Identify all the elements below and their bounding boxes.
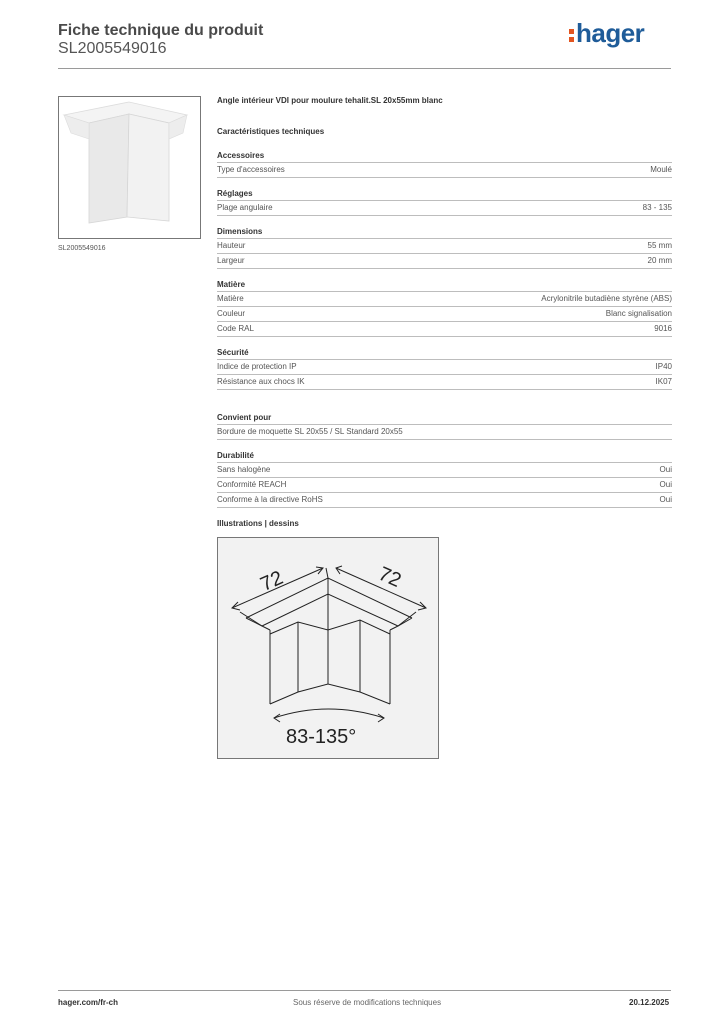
technical-drawing bbox=[217, 537, 439, 759]
section-title: Convient pour bbox=[217, 413, 672, 425]
spec-value: Oui bbox=[659, 495, 672, 504]
footer-divider bbox=[58, 990, 671, 991]
spec-label: Hauteur bbox=[217, 241, 246, 250]
spec-label: Matière bbox=[217, 294, 244, 303]
product-image-caption: SL2005549016 bbox=[58, 245, 106, 252]
dimension-drawing bbox=[218, 538, 438, 758]
hager-logo bbox=[569, 18, 644, 49]
spec-row bbox=[217, 375, 672, 390]
spec-label: Bordure de moquette SL 20x55 / SL Standard 20x55 bbox=[217, 427, 403, 436]
spec-row bbox=[217, 254, 672, 269]
spec-value: IK07 bbox=[655, 377, 672, 386]
section-title: Sécurité bbox=[217, 348, 672, 360]
footer-website-link[interactable]: hager.com/fr-ch bbox=[58, 998, 119, 1007]
characteristics-heading: Caractéristiques techniques bbox=[217, 127, 325, 136]
spec-value: Acrylonitrile butadiène styrène (ABS) bbox=[541, 294, 672, 303]
section-securite bbox=[217, 348, 672, 390]
spec-row bbox=[217, 322, 672, 337]
spec-value: Moulé bbox=[650, 165, 672, 174]
section-title: Réglages bbox=[217, 189, 672, 201]
spec-label: Couleur bbox=[217, 309, 246, 318]
section-matiere bbox=[217, 280, 672, 337]
section-accessoires bbox=[217, 151, 672, 178]
spec-value: Blanc signalisation bbox=[605, 309, 672, 318]
spec-row bbox=[217, 201, 672, 216]
spec-label: Type d'accessoires bbox=[217, 165, 285, 174]
spec-label: Code RAL bbox=[217, 324, 254, 333]
spec-label: Plage angulaire bbox=[217, 203, 273, 212]
spec-row bbox=[217, 239, 672, 254]
footer-disclaimer: Sous réserve de modifications techniques bbox=[293, 998, 442, 1007]
spec-row bbox=[217, 307, 672, 322]
spec-value: IP40 bbox=[655, 362, 672, 371]
spec-content bbox=[217, 96, 672, 759]
product-title: Angle intérieur VDI pour moulure tehalit.SL 20x55mm blanc bbox=[217, 96, 443, 105]
spec-label: Conformité REACH bbox=[217, 480, 287, 489]
product-reference: SL2005549016 bbox=[58, 40, 167, 57]
section-title: Dimensions bbox=[217, 227, 672, 239]
spec-row bbox=[217, 463, 672, 478]
spec-label: Largeur bbox=[217, 256, 245, 265]
dimension-label-left: 72 bbox=[257, 566, 287, 596]
footer-date: 20.12.2025 bbox=[629, 998, 670, 1007]
product-photo bbox=[59, 97, 200, 238]
spec-label: Indice de protection IP bbox=[217, 362, 297, 371]
dimension-label-right: 72 bbox=[375, 562, 405, 593]
spec-label: Résistance aux chocs IK bbox=[217, 377, 305, 386]
spec-row bbox=[217, 425, 672, 440]
section-durabilite bbox=[217, 451, 672, 508]
illustrations-heading: Illustrations | dessins bbox=[217, 519, 299, 528]
spec-value: Oui bbox=[659, 480, 672, 489]
spec-value: 20 mm bbox=[647, 256, 672, 265]
logo-text: hager bbox=[576, 18, 645, 48]
spec-row bbox=[217, 493, 672, 508]
page-title: Fiche technique du produit bbox=[58, 22, 264, 39]
spec-label: Sans halogène bbox=[217, 465, 271, 474]
spec-value: Oui bbox=[659, 465, 672, 474]
spec-row bbox=[217, 478, 672, 493]
spec-row bbox=[217, 360, 672, 375]
spec-value: 83 - 135 bbox=[642, 203, 672, 212]
angle-arc bbox=[274, 709, 384, 718]
spec-row bbox=[217, 163, 672, 178]
product-image bbox=[58, 96, 201, 239]
section-dimensions bbox=[217, 227, 672, 269]
section-title: Durabilité bbox=[217, 451, 672, 463]
logo-dots-icon bbox=[569, 26, 574, 45]
spec-label: Conforme à la directive RoHS bbox=[217, 495, 323, 504]
section-convient-pour bbox=[217, 413, 672, 440]
header-divider bbox=[58, 68, 671, 69]
section-title: Accessoires bbox=[217, 151, 672, 163]
spec-value: 9016 bbox=[654, 324, 672, 333]
angle-range-label: 83-135° bbox=[286, 726, 357, 748]
spec-value: 55 mm bbox=[647, 241, 672, 250]
spec-row bbox=[217, 292, 672, 307]
section-reglages bbox=[217, 189, 672, 216]
section-title: Matière bbox=[217, 280, 672, 292]
